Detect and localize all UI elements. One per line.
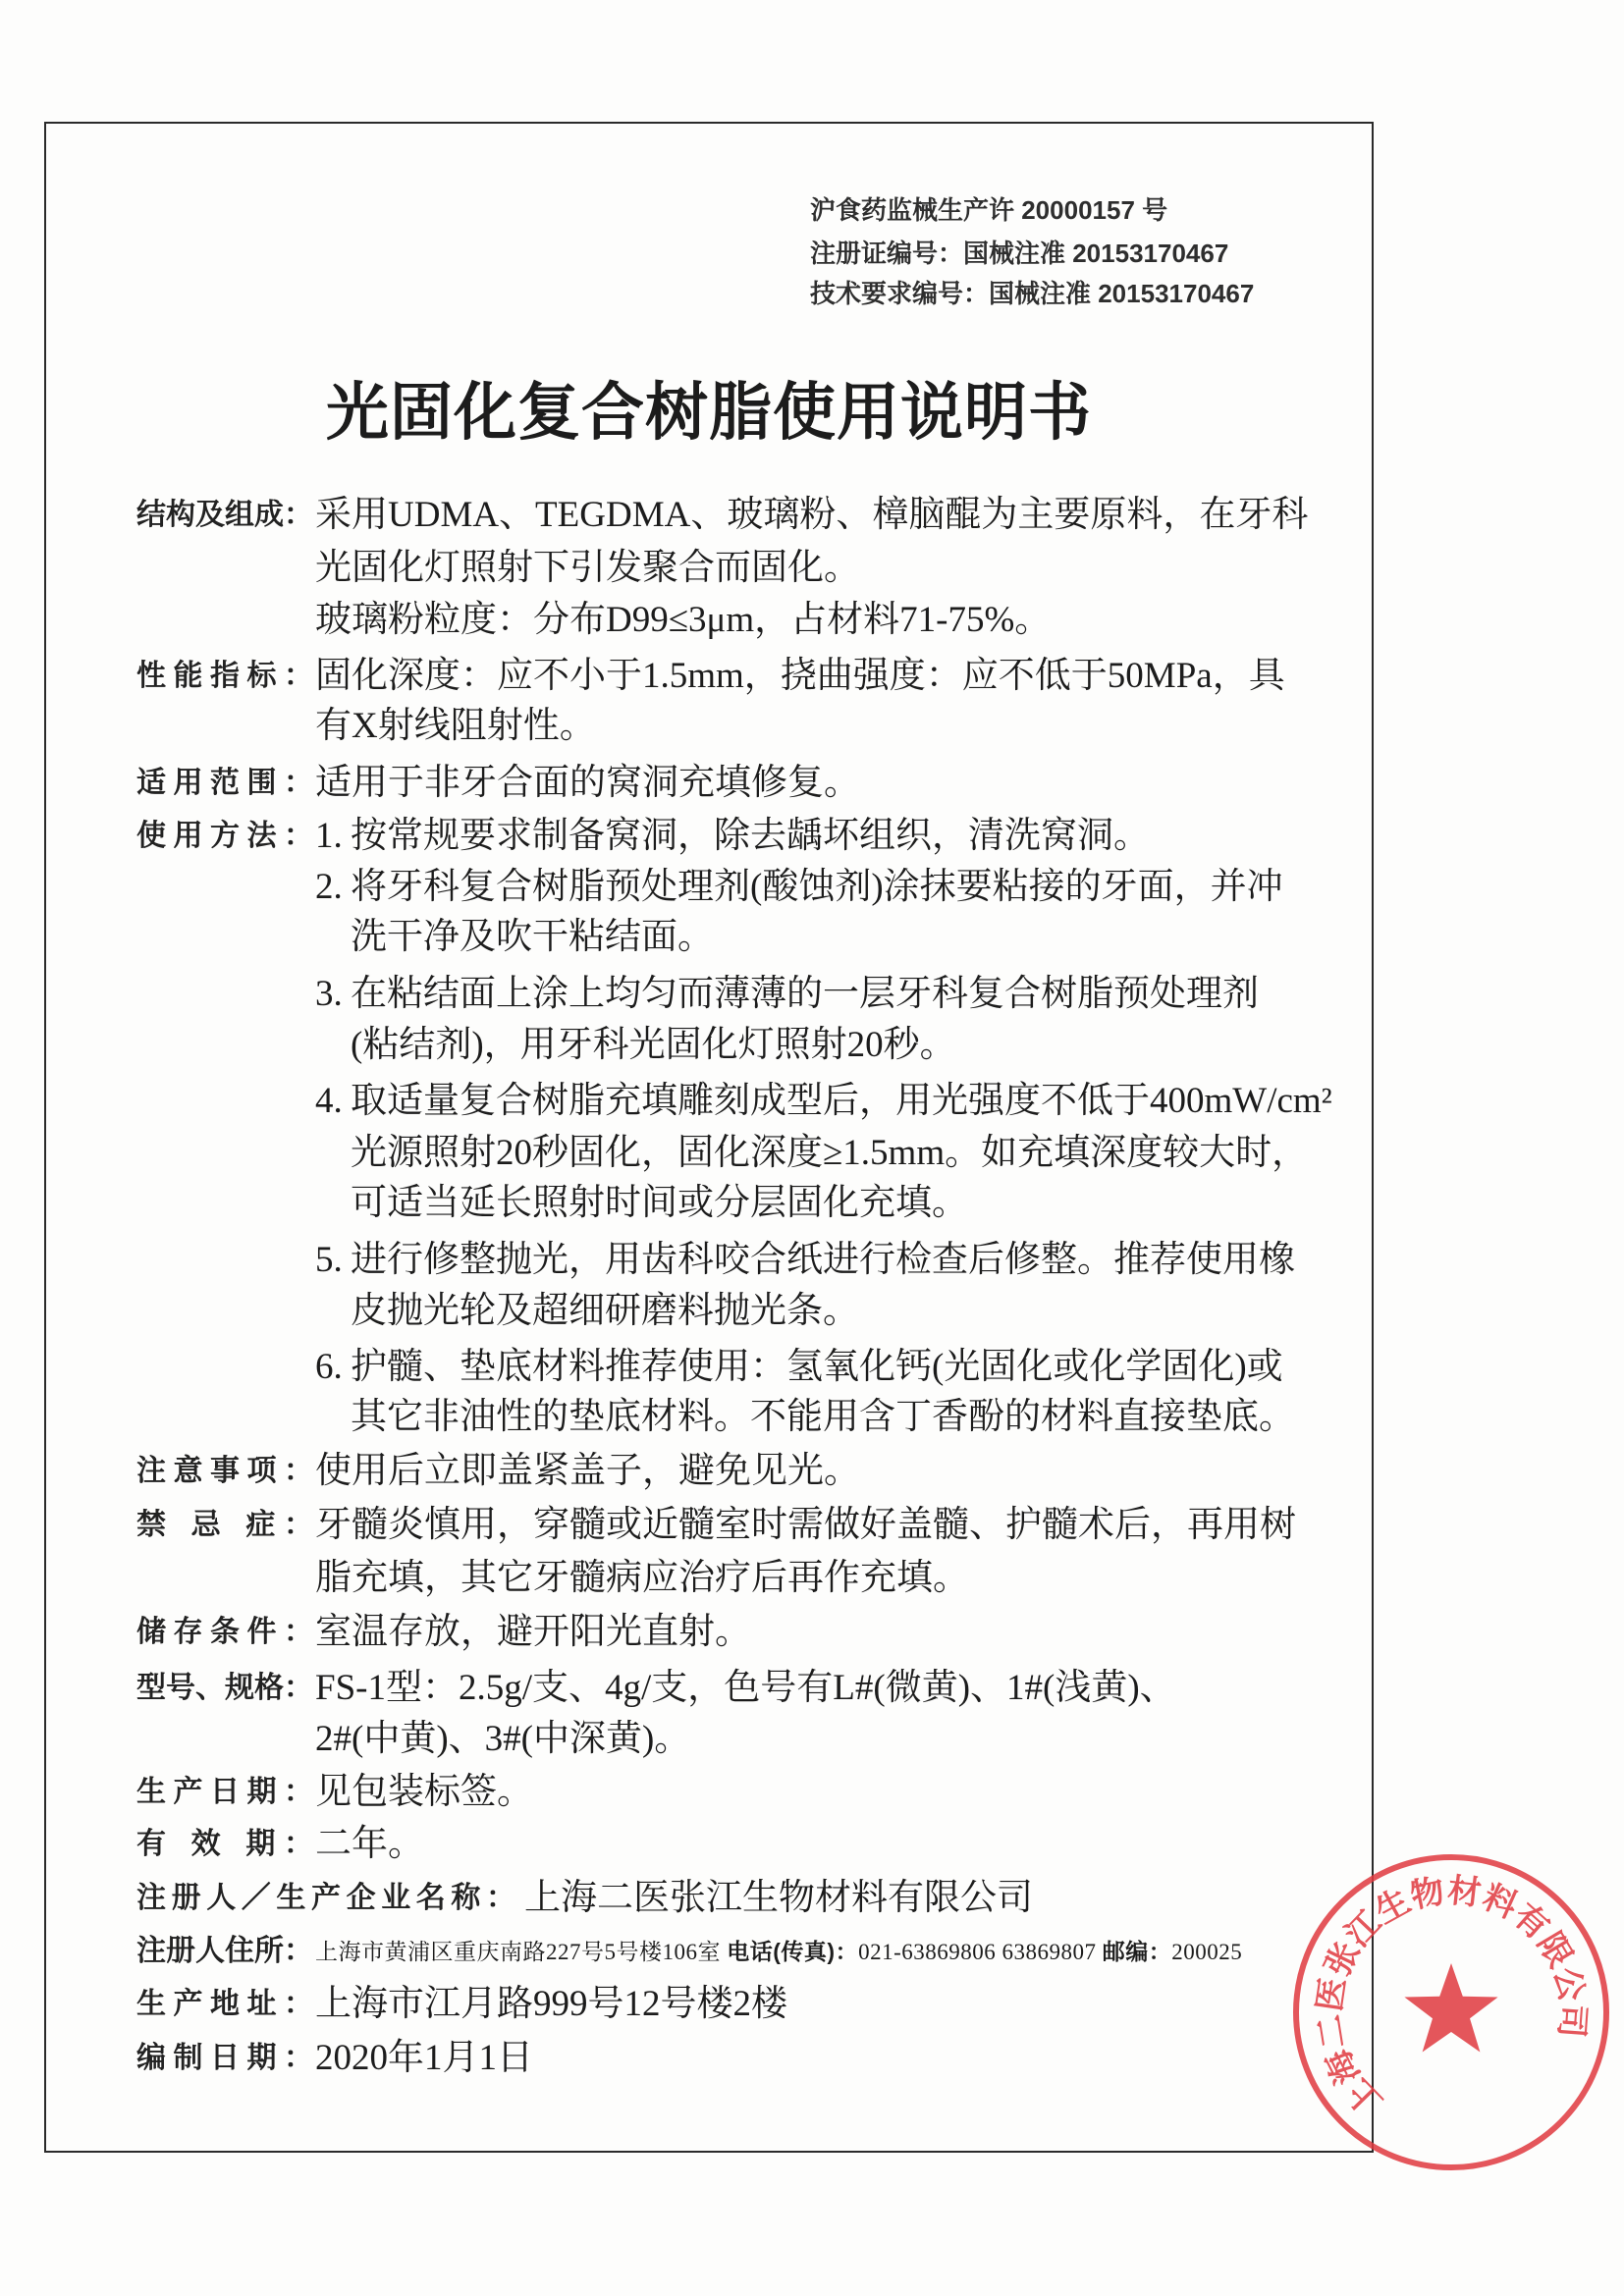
- section-label-production-address: 生产地址：: [136, 1988, 313, 2020]
- step-number: 5.: [315, 1240, 343, 1280]
- section-line: 见包装标签。: [315, 1772, 533, 1812]
- step-line: (粘结剂)，用牙科光固化灯照射20秒。: [351, 1025, 956, 1065]
- postcode: 200025: [1171, 1940, 1243, 1964]
- step-line: 按常规要求制备窝洞，除去龋坏组织，清洗窝洞。: [351, 816, 1150, 856]
- step-line: 光源照射20秒固化，固化深度≥1.5mm。如充填深度较大时，: [351, 1133, 1309, 1173]
- step-line: 进行修整抛光，用齿科咬合纸进行检查后修整。推荐使用橡: [351, 1240, 1295, 1280]
- step-number: 3.: [315, 974, 343, 1014]
- seal-text: 上海二医张江生物材料有限公司: [1311, 1871, 1592, 2122]
- section-line: 室温存放，避开阳光直射。: [315, 1612, 751, 1652]
- registration-certificate: 注册证编号：国械注准 20153170467: [810, 239, 1229, 268]
- technical-requirement: 技术要求编号：国械注准 20153170467: [810, 279, 1255, 308]
- phone-number: 021-63869806 63869807: [858, 1940, 1097, 1964]
- step-line: 护髓、垫底材料推荐使用：氢氧化钙(光固化或化学固化)或: [351, 1347, 1283, 1387]
- section-label-models: 型号、规格：: [136, 1672, 313, 1704]
- postcode-label: 邮编：: [1102, 1939, 1172, 1964]
- section-line: 2020年1月1日: [315, 2038, 533, 2078]
- section-label-composition: 结构及组成：: [136, 499, 313, 531]
- step-line: 在粘结面上涂上均匀而薄薄的一层牙科复合树脂预处理剂: [351, 974, 1259, 1014]
- section-line: 上海市江月路999号12号楼2楼: [315, 1984, 787, 2024]
- section-label-contraindications: 禁 忌 症：: [136, 1509, 313, 1541]
- section-line: 适用于非牙合面的窝洞充填修复。: [315, 763, 860, 803]
- section-label-storage: 储存条件：: [136, 1616, 313, 1648]
- section-label-compile-date: 编制日期：: [136, 2042, 313, 2074]
- step-line: 可适当延长照射时间或分层固化充填。: [351, 1183, 968, 1223]
- section-label-validity: 有 效 期：: [136, 1828, 313, 1860]
- section-line: 光固化灯照射下引发聚合而固化。: [315, 548, 860, 588]
- section-label-performance: 性能指标：: [136, 660, 313, 692]
- step-line: 将牙科复合树脂预处理剂(酸蚀剂)涂抹要粘接的牙面，并冲: [351, 867, 1283, 907]
- section-line: 有X射线阻射性。: [315, 706, 596, 746]
- section-label-manufacturer: 注册人／生产企业名称：: [136, 1882, 515, 1914]
- phone-label: 电话(传真)：: [727, 1939, 859, 1964]
- step-line: 取适量复合树脂充填雕刻成型后，用光强度不低于400mW/cm²: [351, 1081, 1332, 1121]
- step-number: 1.: [315, 816, 343, 856]
- section-line: 脂充填，其它牙髓病应治疗后再作充填。: [315, 1558, 969, 1598]
- step-line: 其它非油性的垫底材料。不能用含丁香酚的材料直接垫底。: [351, 1397, 1295, 1437]
- document-title: 光固化复合树脂使用说明书: [326, 377, 1092, 448]
- step-number: 2.: [315, 867, 343, 907]
- section-line: 使用后立即盖紧盖子，避免见光。: [315, 1451, 860, 1491]
- step-line: 皮抛光轮及超细研磨料抛光条。: [351, 1291, 859, 1331]
- section-label-usage: 使用方法：: [136, 820, 313, 852]
- step-line: 洗干净及吹干粘结面。: [351, 917, 714, 957]
- section-label-precautions: 注意事项：: [136, 1455, 313, 1487]
- step-number: 6.: [315, 1347, 343, 1387]
- section-line: 固化深度：应不小于1.5mm，挠曲强度：应不低于50MPa，具: [315, 656, 1285, 696]
- production-license: 沪食药监械生产许 20000157 号: [810, 195, 1168, 225]
- section-line: FS-1型：2.5g/支、4g/支，色号有L#(微黄)、1#(浅黄)、: [315, 1668, 1176, 1708]
- star-icon: [1404, 1963, 1497, 2053]
- registrant-address: 上海市黄浦区重庆南路227号5号楼106室: [315, 1940, 721, 1964]
- section-label-production-date: 生产日期：: [136, 1776, 313, 1808]
- manufacturer-name: 上海二医张江生物材料有限公司: [524, 1878, 1033, 1918]
- step-number: 4.: [315, 1081, 343, 1121]
- section-line: 2#(中黄)、3#(中深黄)。: [315, 1719, 691, 1759]
- company-seal: [1276, 1836, 1624, 2189]
- section-label-registrant-address: 注册人住所：: [136, 1935, 313, 1967]
- registrant-address-line: [315, 1927, 1242, 1977]
- section-line: 采用UDMA、TEGDMA、玻璃粉、樟脑醌为主要原料，在牙科: [315, 495, 1309, 535]
- section-line: 二年。: [315, 1824, 424, 1864]
- section-line: 牙髓炎慎用，穿髓或近髓室时需做好盖髓、护髓术后，再用树: [315, 1505, 1296, 1545]
- section-line: 玻璃粉粒度：分布D99≤3μm，占材料71-75%。: [315, 600, 1052, 640]
- section-label-scope: 适用范围：: [136, 767, 313, 799]
